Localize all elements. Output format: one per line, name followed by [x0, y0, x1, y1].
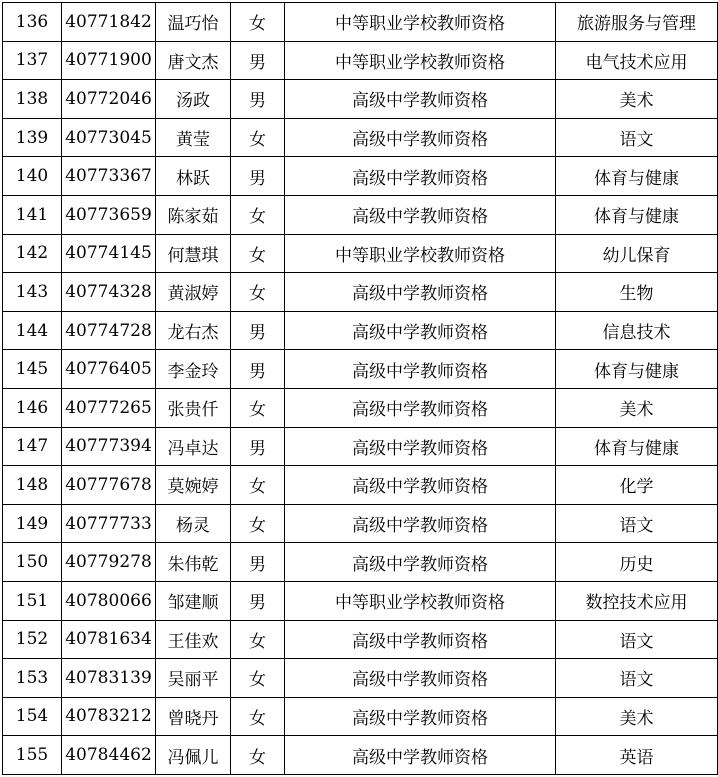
qualification-cell: 高级中学教师资格 — [285, 273, 556, 312]
name-cell: 温巧怡 — [156, 3, 231, 42]
exam-id-cell: 40783212 — [62, 697, 156, 736]
gender-cell: 男 — [231, 581, 285, 620]
name-cell: 黄淑婷 — [156, 273, 231, 312]
table-row — [3, 659, 718, 698]
qualification-cell: 高级中学教师资格 — [285, 118, 556, 157]
subject-cell: 信息技术 — [556, 311, 718, 350]
exam-id-cell: 40774328 — [62, 273, 156, 312]
row-number-cell: 138 — [3, 80, 62, 119]
name-cell: 龙右杰 — [156, 311, 231, 350]
subject-cell: 幼儿保育 — [556, 234, 718, 273]
name-cell: 杨灵 — [156, 504, 231, 543]
table-row — [3, 697, 718, 736]
table-row — [3, 466, 718, 505]
table-row — [3, 195, 718, 234]
name-cell: 李金玲 — [156, 350, 231, 389]
row-number-cell: 151 — [3, 581, 62, 620]
table-row — [3, 234, 718, 273]
qualification-cell: 高级中学教师资格 — [285, 157, 556, 196]
subject-cell: 体育与健康 — [556, 157, 718, 196]
name-cell: 曾晓丹 — [156, 697, 231, 736]
qualification-cell: 高级中学教师资格 — [285, 736, 556, 775]
subject-cell: 语文 — [556, 620, 718, 659]
subject-cell: 体育与健康 — [556, 195, 718, 234]
name-cell: 朱伟乾 — [156, 543, 231, 582]
name-cell: 邹建顺 — [156, 581, 231, 620]
gender-cell: 女 — [231, 234, 285, 273]
qualification-cell: 高级中学教师资格 — [285, 427, 556, 466]
name-cell: 冯佩儿 — [156, 736, 231, 775]
table-row — [3, 427, 718, 466]
exam-id-cell: 40779278 — [62, 543, 156, 582]
exam-id-cell: 40774145 — [62, 234, 156, 273]
row-number-cell: 137 — [3, 41, 62, 80]
exam-id-cell: 40773367 — [62, 157, 156, 196]
qualification-cell: 高级中学教师资格 — [285, 504, 556, 543]
table-row — [3, 543, 718, 582]
table-row — [3, 80, 718, 119]
gender-cell: 女 — [231, 620, 285, 659]
qualification-cell: 高级中学教师资格 — [285, 543, 556, 582]
row-number-cell: 136 — [3, 3, 62, 42]
table-row — [3, 350, 718, 389]
subject-cell: 历史 — [556, 543, 718, 582]
name-cell: 莫婉婷 — [156, 466, 231, 505]
subject-cell: 语文 — [556, 118, 718, 157]
row-number-cell: 144 — [3, 311, 62, 350]
name-cell: 张贵仟 — [156, 388, 231, 427]
subject-cell: 化学 — [556, 466, 718, 505]
subject-cell: 美术 — [556, 388, 718, 427]
name-cell: 陈家茹 — [156, 195, 231, 234]
name-cell: 何慧琪 — [156, 234, 231, 273]
row-number-cell: 139 — [3, 118, 62, 157]
table-row — [3, 41, 718, 80]
table-row — [3, 118, 718, 157]
subject-cell: 数控技术应用 — [556, 581, 718, 620]
qualification-cell: 高级中学教师资格 — [285, 466, 556, 505]
exam-id-cell: 40784462 — [62, 736, 156, 775]
exam-id-cell: 40781634 — [62, 620, 156, 659]
exam-id-cell: 40776405 — [62, 350, 156, 389]
table-row — [3, 736, 718, 775]
row-number-cell: 153 — [3, 659, 62, 698]
row-number-cell: 150 — [3, 543, 62, 582]
gender-cell: 女 — [231, 273, 285, 312]
gender-cell: 男 — [231, 543, 285, 582]
table-row — [3, 311, 718, 350]
exam-id-cell: 40771900 — [62, 41, 156, 80]
row-number-cell: 154 — [3, 697, 62, 736]
exam-id-cell: 40773659 — [62, 195, 156, 234]
qualification-cell: 高级中学教师资格 — [285, 311, 556, 350]
gender-cell: 女 — [231, 195, 285, 234]
table-row — [3, 581, 718, 620]
subject-cell: 语文 — [556, 659, 718, 698]
exam-id-cell: 40772046 — [62, 80, 156, 119]
name-cell: 王佳欢 — [156, 620, 231, 659]
qualification-cell: 中等职业学校教师资格 — [285, 581, 556, 620]
name-cell: 唐文杰 — [156, 41, 231, 80]
exam-id-cell: 40777733 — [62, 504, 156, 543]
subject-cell: 美术 — [556, 80, 718, 119]
gender-cell: 男 — [231, 350, 285, 389]
subject-cell: 体育与健康 — [556, 427, 718, 466]
subject-cell: 语文 — [556, 504, 718, 543]
gender-cell: 女 — [231, 736, 285, 775]
table-row — [3, 504, 718, 543]
row-number-cell: 145 — [3, 350, 62, 389]
qualification-cell: 高级中学教师资格 — [285, 350, 556, 389]
subject-cell: 英语 — [556, 736, 718, 775]
row-number-cell: 155 — [3, 736, 62, 775]
gender-cell: 女 — [231, 118, 285, 157]
gender-cell: 男 — [231, 311, 285, 350]
subject-cell: 体育与健康 — [556, 350, 718, 389]
gender-cell: 女 — [231, 466, 285, 505]
exam-id-cell: 40777265 — [62, 388, 156, 427]
qualification-cell: 高级中学教师资格 — [285, 388, 556, 427]
exam-id-cell: 40777678 — [62, 466, 156, 505]
name-cell: 冯卓达 — [156, 427, 231, 466]
exam-id-cell: 40777394 — [62, 427, 156, 466]
subject-cell: 旅游服务与管理 — [556, 3, 718, 42]
table-row — [3, 273, 718, 312]
name-cell: 吴丽平 — [156, 659, 231, 698]
exam-id-cell: 40780066 — [62, 581, 156, 620]
row-number-cell: 140 — [3, 157, 62, 196]
subject-cell: 美术 — [556, 697, 718, 736]
qualification-cell: 中等职业学校教师资格 — [285, 234, 556, 273]
gender-cell: 女 — [231, 697, 285, 736]
exam-id-cell: 40773045 — [62, 118, 156, 157]
qualification-cell: 高级中学教师资格 — [285, 697, 556, 736]
gender-cell: 男 — [231, 157, 285, 196]
row-number-cell: 142 — [3, 234, 62, 273]
exam-id-cell: 40771842 — [62, 3, 156, 42]
roster-table — [2, 2, 718, 775]
gender-cell: 女 — [231, 504, 285, 543]
table-row — [3, 157, 718, 196]
qualification-cell: 高级中学教师资格 — [285, 195, 556, 234]
qualification-cell: 中等职业学校教师资格 — [285, 41, 556, 80]
exam-id-cell: 40783139 — [62, 659, 156, 698]
qualification-cell: 高级中学教师资格 — [285, 80, 556, 119]
name-cell: 黄莹 — [156, 118, 231, 157]
gender-cell: 男 — [231, 41, 285, 80]
name-cell: 林跃 — [156, 157, 231, 196]
table-row — [3, 3, 718, 42]
subject-cell: 生物 — [556, 273, 718, 312]
qualification-cell: 高级中学教师资格 — [285, 659, 556, 698]
qualification-cell: 中等职业学校教师资格 — [285, 3, 556, 42]
row-number-cell: 146 — [3, 388, 62, 427]
row-number-cell: 141 — [3, 195, 62, 234]
row-number-cell: 152 — [3, 620, 62, 659]
name-cell: 汤政 — [156, 80, 231, 119]
exam-id-cell: 40774728 — [62, 311, 156, 350]
qualification-cell: 高级中学教师资格 — [285, 620, 556, 659]
subject-cell: 电气技术应用 — [556, 41, 718, 80]
gender-cell: 男 — [231, 80, 285, 119]
row-number-cell: 147 — [3, 427, 62, 466]
row-number-cell: 149 — [3, 504, 62, 543]
roster-table-body — [3, 3, 718, 775]
gender-cell: 女 — [231, 3, 285, 42]
row-number-cell: 143 — [3, 273, 62, 312]
gender-cell: 女 — [231, 659, 285, 698]
table-row — [3, 388, 718, 427]
gender-cell: 女 — [231, 388, 285, 427]
row-number-cell: 148 — [3, 466, 62, 505]
table-row — [3, 620, 718, 659]
gender-cell: 男 — [231, 427, 285, 466]
